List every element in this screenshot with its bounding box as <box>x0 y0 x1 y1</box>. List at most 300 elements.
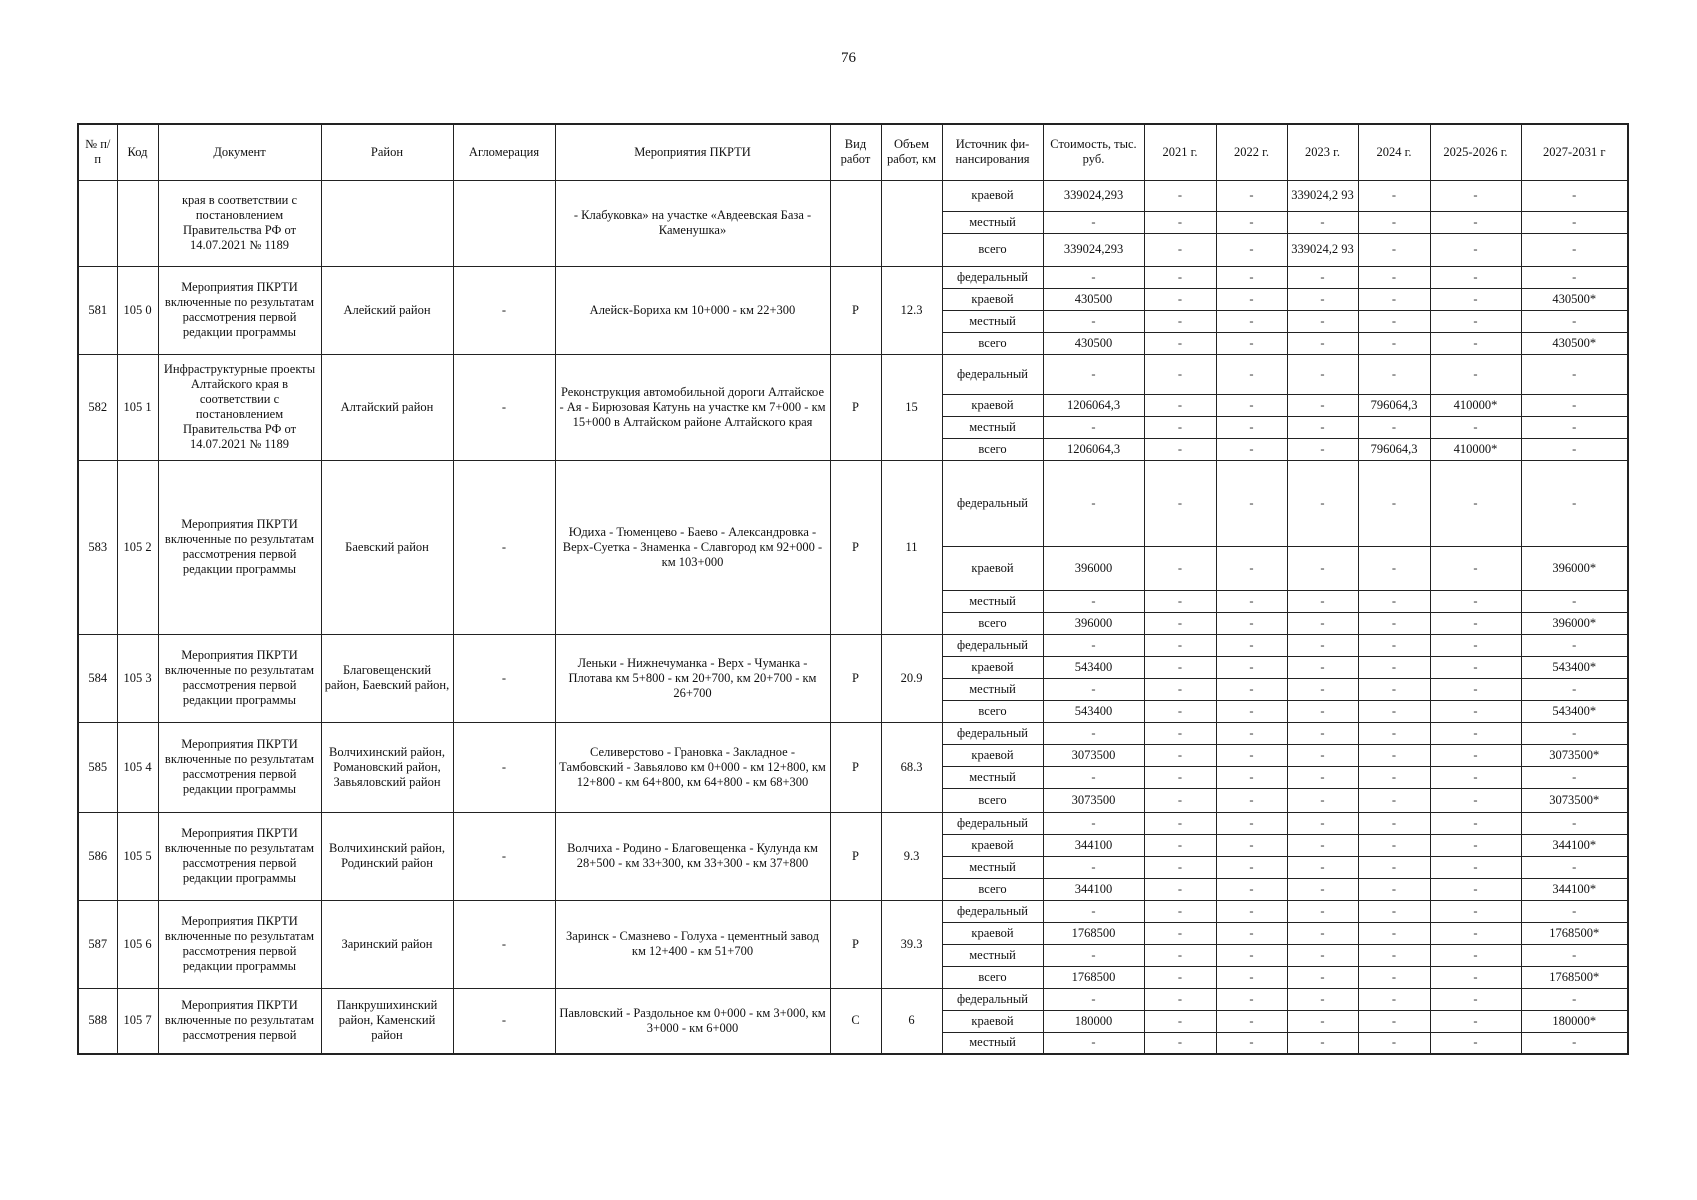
year-2021-cell: - <box>1144 678 1216 700</box>
year-2024-cell: - <box>1358 766 1430 788</box>
year-2022-cell: - <box>1216 1032 1287 1054</box>
district-cell: Баевский район <box>321 460 453 634</box>
year-2021-cell: - <box>1144 460 1216 546</box>
year-2027-2031-cell: - <box>1521 211 1628 233</box>
row-number: 587 <box>78 900 117 988</box>
year-2025-2026-cell: - <box>1430 460 1521 546</box>
table-row <box>78 812 1628 834</box>
year-2023-cell: - <box>1287 856 1358 878</box>
year-2025-2026-cell: - <box>1430 744 1521 766</box>
year-2025-2026-cell: - <box>1430 944 1521 966</box>
year-2027-2031-cell: 430500* <box>1521 332 1628 354</box>
agglomeration-cell: - <box>453 900 555 988</box>
year-2024-cell: - <box>1358 211 1430 233</box>
year-2021-cell: - <box>1144 788 1216 812</box>
table-row <box>78 180 1628 211</box>
year-2027-2031-cell: 344100* <box>1521 834 1628 856</box>
year-2025-2026-cell: - <box>1430 612 1521 634</box>
year-2021-cell: - <box>1144 233 1216 266</box>
funding-source-cell: федеральный <box>942 812 1043 834</box>
year-2027-2031-cell: 1768500* <box>1521 966 1628 988</box>
year-2025-2026-cell: - <box>1430 233 1521 266</box>
col-header-2027-2031: 2027-2031 г <box>1521 124 1628 180</box>
year-2025-2026-cell: - <box>1430 812 1521 834</box>
year-2025-2026-cell: - <box>1430 678 1521 700</box>
cost-cell: 396000 <box>1043 612 1144 634</box>
funding-source-cell: всего <box>942 788 1043 812</box>
year-2025-2026-cell: - <box>1430 310 1521 332</box>
year-2021-cell: - <box>1144 1010 1216 1032</box>
year-2021-cell: - <box>1144 812 1216 834</box>
funding-source-cell: местный <box>942 856 1043 878</box>
year-2025-2026-cell: - <box>1430 590 1521 612</box>
district-cell: Волчихинский район, Родинский район <box>321 812 453 900</box>
cost-cell: 339024,293 <box>1043 180 1144 211</box>
year-2022-cell: - <box>1216 332 1287 354</box>
year-2022-cell: - <box>1216 612 1287 634</box>
cost-cell: 543400 <box>1043 656 1144 678</box>
measure-cell: - Клабуковка» на участке «Авдеевская База - Каменушка» <box>555 180 830 266</box>
year-2023-cell: - <box>1287 354 1358 394</box>
year-2024-cell: - <box>1358 180 1430 211</box>
col-header-2022: 2022 г. <box>1216 124 1287 180</box>
funding-source-cell: местный <box>942 416 1043 438</box>
document-cell: Мероприятия ПКРТИ включенные по результатам рассмотрения первой редакции программы <box>158 900 321 988</box>
year-2024-cell: - <box>1358 900 1430 922</box>
work-type-cell: Р <box>830 354 881 460</box>
year-2024-cell: - <box>1358 460 1430 546</box>
work-type-cell <box>830 180 881 266</box>
cost-cell: 1768500 <box>1043 966 1144 988</box>
table-row <box>78 460 1628 546</box>
volume-cell: 15 <box>881 354 942 460</box>
funding-source-cell: краевой <box>942 744 1043 766</box>
year-2025-2026-cell: - <box>1430 288 1521 310</box>
funding-source-cell: краевой <box>942 1010 1043 1032</box>
year-2021-cell: - <box>1144 211 1216 233</box>
year-2021-cell: - <box>1144 922 1216 944</box>
cost-cell: - <box>1043 460 1144 546</box>
year-2022-cell: - <box>1216 700 1287 722</box>
year-2025-2026-cell: - <box>1430 266 1521 288</box>
year-2022-cell: - <box>1216 590 1287 612</box>
table-row <box>78 722 1628 744</box>
year-2022-cell: - <box>1216 310 1287 332</box>
year-2024-cell: - <box>1358 332 1430 354</box>
table-row <box>78 988 1628 1010</box>
year-2024-cell: - <box>1358 546 1430 590</box>
volume-cell: 20.9 <box>881 634 942 722</box>
year-2027-2031-cell: 396000* <box>1521 546 1628 590</box>
year-2022-cell: - <box>1216 722 1287 744</box>
year-2024-cell: - <box>1358 856 1430 878</box>
year-2027-2031-cell: - <box>1521 416 1628 438</box>
funding-source-cell: всего <box>942 966 1043 988</box>
year-2021-cell: - <box>1144 310 1216 332</box>
district-cell: Заринский район <box>321 900 453 988</box>
year-2022-cell: - <box>1216 988 1287 1010</box>
year-2024-cell: - <box>1358 354 1430 394</box>
cost-cell: - <box>1043 416 1144 438</box>
cost-cell: - <box>1043 944 1144 966</box>
year-2024-cell: - <box>1358 700 1430 722</box>
year-2027-2031-cell: 1768500* <box>1521 922 1628 944</box>
cost-cell: - <box>1043 856 1144 878</box>
year-2024-cell: - <box>1358 590 1430 612</box>
work-type-cell: Р <box>830 722 881 812</box>
year-2022-cell: - <box>1216 834 1287 856</box>
year-2022-cell: - <box>1216 922 1287 944</box>
year-2023-cell: - <box>1287 546 1358 590</box>
year-2024-cell: - <box>1358 966 1430 988</box>
year-2021-cell: - <box>1144 180 1216 211</box>
year-2027-2031-cell: - <box>1521 354 1628 394</box>
year-2021-cell: - <box>1144 966 1216 988</box>
district-cell: Панкрушихинский район, Каменский район <box>321 988 453 1054</box>
year-2022-cell: - <box>1216 656 1287 678</box>
year-2022-cell: - <box>1216 744 1287 766</box>
cost-cell: - <box>1043 211 1144 233</box>
year-2021-cell: - <box>1144 590 1216 612</box>
year-2023-cell: - <box>1287 634 1358 656</box>
cost-cell: 3073500 <box>1043 744 1144 766</box>
year-2027-2031-cell: - <box>1521 460 1628 546</box>
year-2025-2026-cell: - <box>1430 988 1521 1010</box>
year-2027-2031-cell: - <box>1521 266 1628 288</box>
year-2022-cell: - <box>1216 438 1287 460</box>
cost-cell: - <box>1043 590 1144 612</box>
code-cell <box>117 180 158 266</box>
cost-cell: 3073500 <box>1043 788 1144 812</box>
col-header-2023: 2023 г. <box>1287 124 1358 180</box>
year-2025-2026-cell: - <box>1430 656 1521 678</box>
year-2023-cell: - <box>1287 900 1358 922</box>
year-2025-2026-cell: - <box>1430 900 1521 922</box>
year-2023-cell: - <box>1287 834 1358 856</box>
col-header-agglomeration: Агломерация <box>453 124 555 180</box>
cost-cell: 180000 <box>1043 1010 1144 1032</box>
document-cell: Мероприятия ПКРТИ включенные по результатам рассмотрения первой <box>158 988 321 1054</box>
funding-source-cell: местный <box>942 211 1043 233</box>
cost-cell: 1206064,3 <box>1043 394 1144 416</box>
year-2023-cell: - <box>1287 722 1358 744</box>
year-2023-cell: - <box>1287 310 1358 332</box>
col-header-code: Код <box>117 124 158 180</box>
year-2025-2026-cell: 410000* <box>1430 438 1521 460</box>
year-2027-2031-cell: 396000* <box>1521 612 1628 634</box>
col-header-district: Район <box>321 124 453 180</box>
col-header-2021: 2021 г. <box>1144 124 1216 180</box>
year-2021-cell: - <box>1144 354 1216 394</box>
year-2024-cell: - <box>1358 944 1430 966</box>
funding-source-cell: краевой <box>942 180 1043 211</box>
funding-source-cell: краевой <box>942 922 1043 944</box>
year-2023-cell: - <box>1287 944 1358 966</box>
year-2024-cell: - <box>1358 634 1430 656</box>
measure-cell: Алейск-Бориха км 10+000 - км 22+300 <box>555 266 830 354</box>
year-2021-cell: - <box>1144 988 1216 1010</box>
year-2025-2026-cell: 410000* <box>1430 394 1521 416</box>
year-2027-2031-cell: - <box>1521 988 1628 1010</box>
cost-cell: 339024,293 <box>1043 233 1144 266</box>
year-2023-cell: 339024,2 93 <box>1287 180 1358 211</box>
year-2023-cell: - <box>1287 988 1358 1010</box>
agglomeration-cell: - <box>453 812 555 900</box>
year-2023-cell: - <box>1287 678 1358 700</box>
year-2027-2031-cell: - <box>1521 394 1628 416</box>
funding-source-cell: всего <box>942 612 1043 634</box>
year-2024-cell: - <box>1358 612 1430 634</box>
year-2023-cell: - <box>1287 812 1358 834</box>
year-2025-2026-cell: - <box>1430 856 1521 878</box>
year-2025-2026-cell: - <box>1430 211 1521 233</box>
funding-source-cell: федеральный <box>942 354 1043 394</box>
year-2025-2026-cell: - <box>1430 546 1521 590</box>
year-2021-cell: - <box>1144 834 1216 856</box>
year-2024-cell: 796064,3 <box>1358 438 1430 460</box>
document-cell: Мероприятия ПКРТИ включенные по результатам рассмотрения первой редакции программы <box>158 634 321 722</box>
year-2023-cell: - <box>1287 332 1358 354</box>
table-header-row <box>78 124 1628 180</box>
volume-cell: 39.3 <box>881 900 942 988</box>
col-header-measure: Мероприятия ПКРТИ <box>555 124 830 180</box>
year-2023-cell: - <box>1287 438 1358 460</box>
agglomeration-cell: - <box>453 354 555 460</box>
year-2024-cell: - <box>1358 233 1430 266</box>
year-2025-2026-cell: - <box>1430 1032 1521 1054</box>
volume-cell: 68.3 <box>881 722 942 812</box>
year-2027-2031-cell: - <box>1521 634 1628 656</box>
year-2022-cell: - <box>1216 878 1287 900</box>
row-number <box>78 180 117 266</box>
year-2021-cell: - <box>1144 634 1216 656</box>
agglomeration-cell: - <box>453 460 555 634</box>
year-2021-cell: - <box>1144 744 1216 766</box>
code-cell: 105 1 <box>117 354 158 460</box>
year-2024-cell: - <box>1358 416 1430 438</box>
work-type-cell: С <box>830 988 881 1054</box>
work-type-cell: Р <box>830 266 881 354</box>
agglomeration-cell: - <box>453 988 555 1054</box>
code-cell: 105 2 <box>117 460 158 634</box>
year-2025-2026-cell: - <box>1430 766 1521 788</box>
measure-cell: Реконструкция автомобильной дороги Алтайское - Ая - Бирюзовая Катунь на участке км 7+000 - км 15+000 в Алтайском районе Алтайского края <box>555 354 830 460</box>
code-cell: 105 6 <box>117 900 158 988</box>
year-2027-2031-cell: 3073500* <box>1521 788 1628 812</box>
year-2024-cell: - <box>1358 988 1430 1010</box>
year-2023-cell: - <box>1287 266 1358 288</box>
row-number: 582 <box>78 354 117 460</box>
document-cell: Мероприятия ПКРТИ включенные по результатам рассмотрения первой редакции программы <box>158 722 321 812</box>
year-2024-cell: - <box>1358 812 1430 834</box>
year-2025-2026-cell: - <box>1430 180 1521 211</box>
cost-cell: - <box>1043 354 1144 394</box>
year-2023-cell: - <box>1287 1032 1358 1054</box>
funding-source-cell: местный <box>942 1032 1043 1054</box>
year-2023-cell: - <box>1287 1010 1358 1032</box>
year-2027-2031-cell: - <box>1521 310 1628 332</box>
year-2027-2031-cell: - <box>1521 900 1628 922</box>
year-2021-cell: - <box>1144 332 1216 354</box>
year-2021-cell: - <box>1144 900 1216 922</box>
cost-cell: 543400 <box>1043 700 1144 722</box>
year-2027-2031-cell: - <box>1521 856 1628 878</box>
cost-cell: - <box>1043 900 1144 922</box>
funding-source-cell: федеральный <box>942 460 1043 546</box>
year-2022-cell: - <box>1216 966 1287 988</box>
measure-cell: Юдиха - Тюменцево - Баево - Александровка - Верх-Суетка - Знаменка - Славгород км 92+000 - км 103+000 <box>555 460 830 634</box>
year-2022-cell: - <box>1216 856 1287 878</box>
year-2021-cell: - <box>1144 266 1216 288</box>
year-2021-cell: - <box>1144 722 1216 744</box>
year-2023-cell: - <box>1287 612 1358 634</box>
funding-source-cell: краевой <box>942 656 1043 678</box>
year-2027-2031-cell: - <box>1521 590 1628 612</box>
col-header-volume: Объем работ, км <box>881 124 942 180</box>
row-number: 581 <box>78 266 117 354</box>
year-2022-cell: - <box>1216 416 1287 438</box>
funding-source-cell: краевой <box>942 288 1043 310</box>
year-2024-cell: - <box>1358 310 1430 332</box>
year-2021-cell: - <box>1144 288 1216 310</box>
year-2021-cell: - <box>1144 856 1216 878</box>
year-2022-cell: - <box>1216 180 1287 211</box>
year-2027-2031-cell: - <box>1521 180 1628 211</box>
code-cell: 105 5 <box>117 812 158 900</box>
year-2022-cell: - <box>1216 900 1287 922</box>
year-2023-cell: - <box>1287 878 1358 900</box>
program-table <box>77 123 1629 1055</box>
year-2025-2026-cell: - <box>1430 834 1521 856</box>
volume-cell: 12.3 <box>881 266 942 354</box>
year-2025-2026-cell: - <box>1430 722 1521 744</box>
year-2024-cell: - <box>1358 744 1430 766</box>
cost-cell: 430500 <box>1043 332 1144 354</box>
row-number: 588 <box>78 988 117 1054</box>
funding-source-cell: федеральный <box>942 722 1043 744</box>
year-2023-cell: - <box>1287 288 1358 310</box>
cost-cell: - <box>1043 1032 1144 1054</box>
year-2021-cell: - <box>1144 416 1216 438</box>
row-number: 586 <box>78 812 117 900</box>
year-2024-cell: - <box>1358 878 1430 900</box>
district-cell <box>321 180 453 266</box>
cost-cell: 1768500 <box>1043 922 1144 944</box>
table-row <box>78 900 1628 922</box>
year-2022-cell: - <box>1216 944 1287 966</box>
table-container <box>77 123 1629 1055</box>
cost-cell: - <box>1043 766 1144 788</box>
table-body <box>78 180 1628 1054</box>
year-2027-2031-cell: - <box>1521 722 1628 744</box>
year-2025-2026-cell: - <box>1430 354 1521 394</box>
measure-cell: Леньки - Нижнечуманка - Верх - Чуманка - Плотава км 5+800 - км 20+700, км 20+700 - км 26+700 <box>555 634 830 722</box>
cost-cell: - <box>1043 722 1144 744</box>
year-2023-cell: - <box>1287 211 1358 233</box>
table-row <box>78 634 1628 656</box>
agglomeration-cell: - <box>453 634 555 722</box>
year-2027-2031-cell: - <box>1521 678 1628 700</box>
year-2022-cell: - <box>1216 394 1287 416</box>
year-2027-2031-cell: - <box>1521 438 1628 460</box>
measure-cell: Павловский - Раздольное км 0+000 - км 3+000, км 3+000 - км 6+000 <box>555 988 830 1054</box>
col-header-no: № п/п <box>78 124 117 180</box>
year-2025-2026-cell: - <box>1430 878 1521 900</box>
district-cell: Волчихинский район, Романовский район, Завьяловский район <box>321 722 453 812</box>
funding-source-cell: местный <box>942 678 1043 700</box>
year-2023-cell: - <box>1287 656 1358 678</box>
year-2022-cell: - <box>1216 266 1287 288</box>
year-2023-cell: - <box>1287 966 1358 988</box>
year-2027-2031-cell: 430500* <box>1521 288 1628 310</box>
district-cell: Алтайский район <box>321 354 453 460</box>
row-number: 585 <box>78 722 117 812</box>
year-2024-cell: - <box>1358 656 1430 678</box>
volume-cell <box>881 180 942 266</box>
year-2027-2031-cell: 3073500* <box>1521 744 1628 766</box>
year-2021-cell: - <box>1144 656 1216 678</box>
year-2024-cell: - <box>1358 288 1430 310</box>
cost-cell: - <box>1043 634 1144 656</box>
col-header-2025-2026: 2025-2026 г. <box>1430 124 1521 180</box>
work-type-cell: Р <box>830 812 881 900</box>
year-2023-cell: - <box>1287 590 1358 612</box>
work-type-cell: Р <box>830 900 881 988</box>
volume-cell: 9.3 <box>881 812 942 900</box>
row-number: 584 <box>78 634 117 722</box>
funding-source-cell: всего <box>942 700 1043 722</box>
col-header-work-type: Вид работ <box>830 124 881 180</box>
year-2021-cell: - <box>1144 394 1216 416</box>
year-2022-cell: - <box>1216 766 1287 788</box>
table-row <box>78 354 1628 394</box>
funding-source-cell: федеральный <box>942 266 1043 288</box>
measure-cell: Заринск - Смазнево - Голуха - цементный завод км 12+400 - км 51+700 <box>555 900 830 988</box>
year-2027-2031-cell: 344100* <box>1521 878 1628 900</box>
funding-source-cell: местный <box>942 310 1043 332</box>
year-2022-cell: - <box>1216 678 1287 700</box>
year-2023-cell: - <box>1287 460 1358 546</box>
year-2025-2026-cell: - <box>1430 922 1521 944</box>
year-2027-2031-cell: - <box>1521 1032 1628 1054</box>
agglomeration-cell: - <box>453 266 555 354</box>
year-2023-cell: - <box>1287 700 1358 722</box>
year-2021-cell: - <box>1144 612 1216 634</box>
year-2022-cell: - <box>1216 460 1287 546</box>
funding-source-cell: федеральный <box>942 900 1043 922</box>
measure-cell: Волчиха - Родино - Благовещенка - Кулунда км 28+500 - км 33+300, км 33+300 - км 37+800 <box>555 812 830 900</box>
cost-cell: - <box>1043 310 1144 332</box>
year-2021-cell: - <box>1144 1032 1216 1054</box>
year-2023-cell: - <box>1287 788 1358 812</box>
agglomeration-cell <box>453 180 555 266</box>
year-2021-cell: - <box>1144 700 1216 722</box>
year-2023-cell: - <box>1287 416 1358 438</box>
year-2021-cell: - <box>1144 766 1216 788</box>
year-2024-cell: - <box>1358 1010 1430 1032</box>
funding-source-cell: всего <box>942 438 1043 460</box>
funding-source-cell: местный <box>942 590 1043 612</box>
funding-source-cell: всего <box>942 332 1043 354</box>
funding-source-cell: краевой <box>942 394 1043 416</box>
cost-cell: 344100 <box>1043 878 1144 900</box>
cost-cell: - <box>1043 266 1144 288</box>
year-2027-2031-cell: - <box>1521 812 1628 834</box>
year-2021-cell: - <box>1144 944 1216 966</box>
cost-cell: 344100 <box>1043 834 1144 856</box>
document-cell: Мероприятия ПКРТИ включенные по результатам рассмотрения первой редакции программы <box>158 812 321 900</box>
year-2022-cell: - <box>1216 546 1287 590</box>
